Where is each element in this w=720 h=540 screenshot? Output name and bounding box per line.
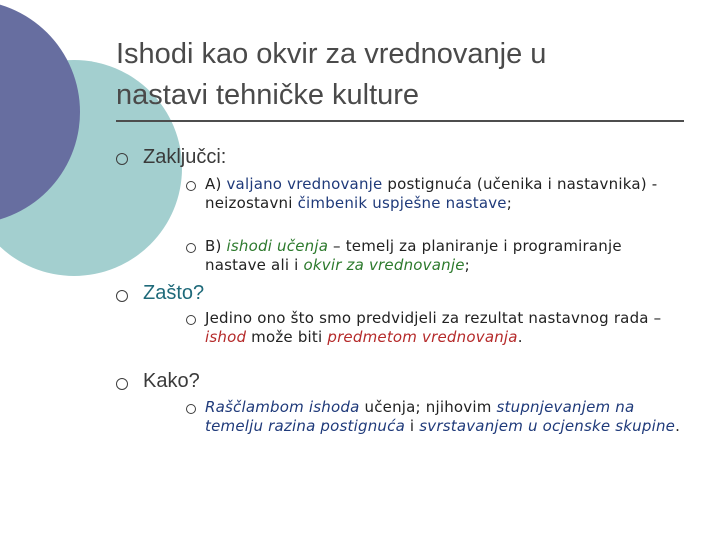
list-item-a: A) valjano vrednovanje postignuća (učenika i nastavnika) - neizostavni čimbenik uspješne nastave;	[205, 175, 658, 212]
bullet-icon	[116, 153, 128, 165]
section-heading-zakljucci: Zaključci:	[143, 146, 227, 168]
list-item-kako: Raščlambom ishoda učenja; njihovim stupnjevanjem na temelju razina postignuća i svrstavanjem u ocjenske skupine.	[205, 398, 681, 435]
sub-bullet-icon	[186, 181, 196, 191]
list-item-b: B) ishodi učenja – temelj za planiranje i programiranje nastave ali i okvir za vrednovanje;	[205, 237, 622, 274]
list-item-zasto: Jedino ono što smo predvidjeli za rezultat nastavnog rada – ishod može biti predmetom vrednovanja.	[205, 309, 662, 346]
section-heading-kako: Kako?	[143, 370, 200, 392]
slide-title	[116, 34, 696, 116]
bullet-icon	[116, 378, 128, 390]
sub-bullet-icon	[186, 243, 196, 253]
sub-bullet-icon	[186, 315, 196, 325]
title-divider	[116, 120, 684, 122]
slide-title-line-2: nastavi tehničke kulture	[116, 79, 420, 111]
slide-title-line-1: Ishodi kao okvir za vrednovanje u	[116, 38, 547, 70]
section-heading-zasto: Zašto?	[143, 282, 205, 304]
sub-bullet-icon	[186, 404, 196, 414]
bullet-icon	[116, 290, 128, 302]
